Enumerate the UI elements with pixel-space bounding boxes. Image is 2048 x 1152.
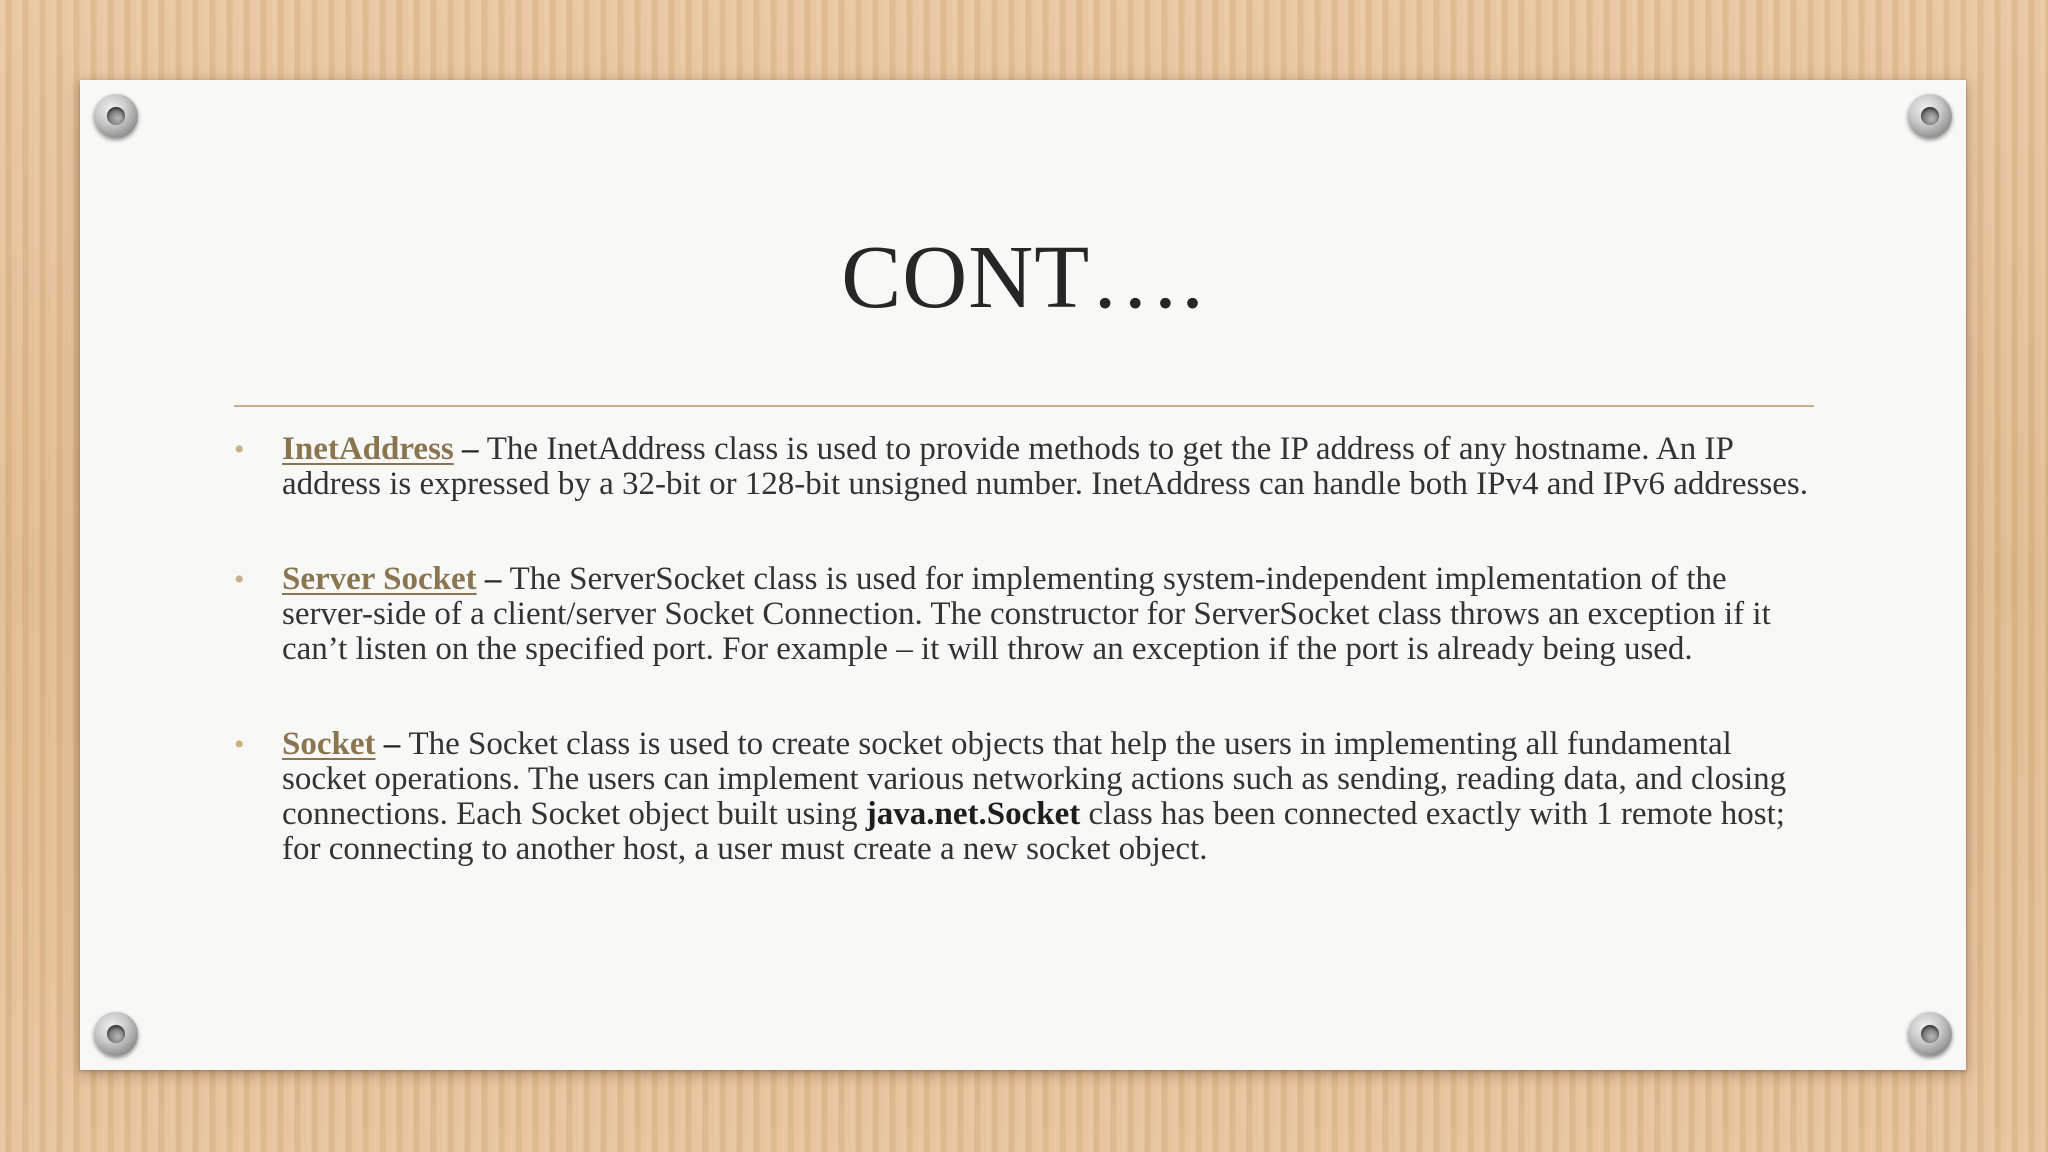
bullet-item-server-socket xyxy=(234,562,1824,667)
term-link-socket[interactable]: Socket xyxy=(282,726,376,762)
slide-title: CONT…. xyxy=(841,228,1205,327)
slide-card xyxy=(80,80,1966,1070)
grommet-bottom-right-icon xyxy=(1908,1012,1952,1056)
term-dash: – xyxy=(453,431,487,467)
grommet-top-right-icon xyxy=(1908,94,1952,138)
term-dash: – xyxy=(375,726,409,762)
term-link-server-socket[interactable]: Server Socket xyxy=(282,561,477,597)
bullet-item-socket xyxy=(234,727,1824,867)
bullet-dot-icon: • xyxy=(234,728,245,761)
bullet-text-after: class has been connected exactly with 1 remote host; for connecting to another host, a user must create a new socket object. xyxy=(282,796,1785,867)
bullet-dot-icon: • xyxy=(234,433,245,466)
bullet-text: The ServerSocket class is used for implementing system-independent implementation of the server-side of a client/server Socket Connection. The constructor for ServerSocket class throws an exception if it can’t listen on the specified port. For example – it will throw an exception if the port is already being used. xyxy=(282,561,1771,667)
bullet-dot-icon: • xyxy=(234,563,245,596)
bullet-text: The InetAddress class is used to provide methods to get the IP address of any hostname. An IP address is expressed by a 32-bit or 128-bit unsigned number. InetAddress can handle both IPv4 and IPv6 addresses. xyxy=(282,431,1808,502)
bullet-text-before: The Socket class is used to create socket objects that help the users in implementing all fundamental socket operations. The users can implement various networking actions such as sending, reading data, and closing connections. Each Socket object built using xyxy=(282,726,1787,832)
term-link-inetaddress[interactable]: InetAddress xyxy=(282,431,454,467)
title-divider xyxy=(234,405,1814,407)
grommet-top-left-icon xyxy=(94,94,138,138)
term-dash: – xyxy=(476,561,510,597)
bullet-item-inetaddress xyxy=(234,432,1824,502)
grommet-bottom-left-icon xyxy=(94,1012,138,1056)
class-name-code: java.net.Socket xyxy=(865,796,1081,832)
bullet-list xyxy=(234,432,1824,927)
